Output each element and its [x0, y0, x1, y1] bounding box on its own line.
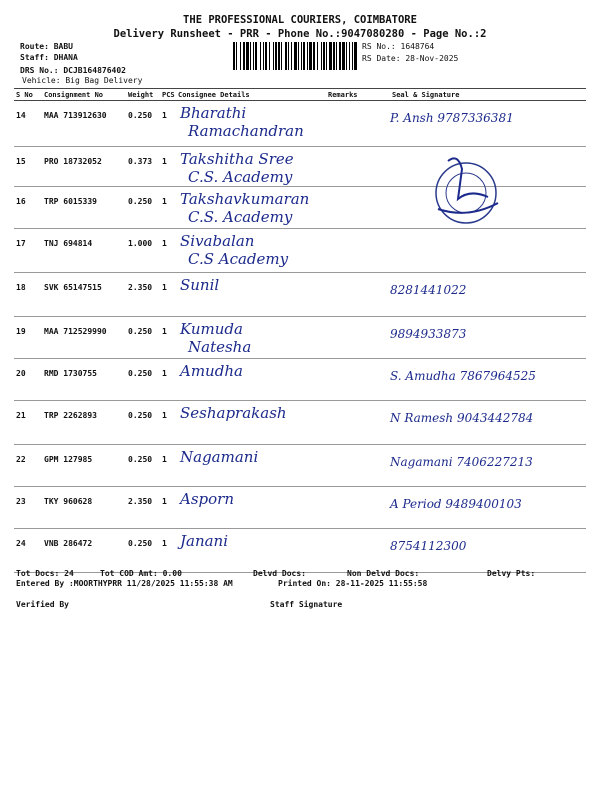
consignee-line: Amudha — [180, 362, 243, 380]
table-row — [14, 529, 586, 573]
row-weight: 1.000 — [126, 229, 160, 273]
handwritten-signature: 9894933873 — [390, 327, 467, 341]
row-consignment-no: GPM 127985 — [42, 445, 126, 487]
row-remarks — [326, 317, 368, 359]
row-consignee — [176, 445, 326, 487]
delvd-docs: Delvd Docs: — [253, 569, 306, 578]
table-row — [14, 187, 586, 229]
verified-by: Verified By — [16, 600, 69, 609]
row-pcs: 1 — [160, 487, 176, 529]
row-remarks — [326, 401, 368, 445]
row-consignee — [176, 147, 326, 187]
row-signature — [368, 147, 586, 187]
runsheet-subtitle: Delivery Runsheet - PRR - Phone No.:9047080280 - Page No.:2 — [113, 28, 487, 40]
row-remarks — [326, 273, 368, 317]
row-pcs: 1 — [160, 401, 176, 445]
row-consignment-no: SVK 65147515 — [42, 273, 126, 317]
consignee-line: Takshitha Sree — [180, 150, 294, 168]
row-signature — [368, 229, 586, 273]
row-sno: 19 — [14, 317, 42, 359]
row-weight: 0.373 — [126, 147, 160, 187]
row-remarks — [326, 101, 368, 147]
row-sno: 24 — [14, 529, 42, 573]
row-weight: 2.350 — [126, 487, 160, 529]
row-remarks — [326, 187, 368, 229]
row-consignment-no: TKY 960628 — [42, 487, 126, 529]
table-row — [14, 445, 586, 487]
barcode-image — [233, 42, 357, 70]
col-weight: Weight — [126, 89, 160, 101]
consignee-line: Asporn — [180, 490, 234, 508]
company-title: THE PROFESSIONAL COURIERS, COIMBATORE — [183, 14, 417, 26]
table-row — [14, 101, 586, 147]
table-row — [14, 487, 586, 529]
col-remarks: Remarks — [326, 89, 368, 101]
handwritten-signature: 8281441022 — [390, 283, 467, 297]
runsheet-table — [14, 88, 586, 573]
row-signature — [368, 317, 586, 359]
row-weight: 0.250 — [126, 445, 160, 487]
tot-cod-amt: Tot COD Amt: 0.00 — [100, 569, 182, 578]
table-row — [14, 229, 586, 273]
row-sno: 17 — [14, 229, 42, 273]
table-row — [14, 317, 586, 359]
row-signature — [368, 273, 586, 317]
row-consignment-no: RMD 1730755 — [42, 359, 126, 401]
row-sno: 16 — [14, 187, 42, 229]
row-pcs: 1 — [160, 317, 176, 359]
printed-on: Printed On: 28-11-2025 11:55:58 — [278, 579, 428, 588]
consignee-line: Nagamani — [180, 448, 259, 466]
row-remarks — [326, 529, 368, 573]
row-weight: 0.250 — [126, 317, 160, 359]
row-signature — [368, 101, 586, 147]
consignee-line: Janani — [180, 532, 229, 550]
row-signature — [368, 401, 586, 445]
handwritten-signature: A Period 9489400103 — [390, 497, 522, 511]
handwritten-signature: Nagamani 7406227213 — [390, 455, 533, 469]
row-pcs: 1 — [160, 273, 176, 317]
row-consignee — [176, 359, 326, 401]
row-consignee — [176, 187, 326, 229]
row-remarks — [326, 147, 368, 187]
row-signature — [368, 359, 586, 401]
row-sno: 21 — [14, 401, 42, 445]
row-pcs: 1 — [160, 445, 176, 487]
row-weight: 0.250 — [126, 101, 160, 147]
row-consignment-no: PRO 18732052 — [42, 147, 126, 187]
row-weight: 0.250 — [126, 359, 160, 401]
row-pcs: 1 — [160, 529, 176, 573]
staff-signature: Staff Signature — [270, 600, 343, 609]
row-weight: 0.250 — [126, 401, 160, 445]
route-label: Route: BABU — [20, 42, 73, 51]
row-remarks — [326, 487, 368, 529]
tot-docs: Tot Docs: 24 — [16, 569, 74, 578]
handwritten-signature: N Ramesh 9043442784 — [390, 411, 534, 425]
handwritten-signature: 8754112300 — [390, 539, 467, 553]
consignee-line: Takshavkumaran — [180, 190, 310, 208]
table-header-row — [14, 89, 586, 101]
staff-label: Staff: DHANA — [20, 53, 78, 62]
consignee-line: Kumuda — [180, 320, 243, 338]
row-consignee — [176, 401, 326, 445]
row-consignee — [176, 229, 326, 273]
non-delvd-docs: Non Delvd Docs: — [347, 569, 420, 578]
drs-number: DRS No.: DCJB164876402 — [20, 66, 126, 75]
handwritten-signature: P. Ansh 9787336381 — [390, 111, 514, 125]
row-weight: 0.250 — [126, 187, 160, 229]
row-weight: 0.250 — [126, 529, 160, 573]
row-consignee — [176, 487, 326, 529]
col-consignment: Consignment No — [42, 89, 126, 101]
row-pcs: 1 — [160, 147, 176, 187]
row-sno: 15 — [14, 147, 42, 187]
row-sno: 23 — [14, 487, 42, 529]
entered-by: Entered By :MOORTHYPRR 11/28/2025 11:55:38 AM — [16, 579, 233, 588]
delvy-pts: Delvy Pts: — [487, 569, 536, 578]
row-sno: 22 — [14, 445, 42, 487]
row-remarks — [326, 359, 368, 401]
consignee-line: Seshaprakash — [180, 404, 287, 422]
col-sno: S No — [14, 89, 42, 101]
table-row — [14, 359, 586, 401]
row-pcs: 1 — [160, 229, 176, 273]
row-consignment-no: MAA 713912630 — [42, 101, 126, 147]
consignee-line: Natesha — [188, 338, 252, 356]
row-remarks — [326, 229, 368, 273]
row-signature — [368, 445, 586, 487]
row-consignment-no: MAA 712529990 — [42, 317, 126, 359]
consignee-line: C.S. Academy — [188, 168, 293, 186]
row-sno: 18 — [14, 273, 42, 317]
col-consignee: Consignee Details — [176, 89, 326, 101]
consignee-line: Sivabalan — [180, 232, 255, 250]
row-signature — [368, 187, 586, 229]
table-row — [14, 273, 586, 317]
row-weight: 2.350 — [126, 273, 160, 317]
handwritten-signature: S. Amudha 7867964525 — [390, 369, 536, 383]
row-consignment-no: TRP 2262893 — [42, 401, 126, 445]
row-consignment-no: TNJ 694814 — [42, 229, 126, 273]
consignee-line: C.S. Academy — [188, 208, 293, 226]
col-pcs: PCS — [162, 90, 175, 99]
row-signature — [368, 487, 586, 529]
table-row — [14, 401, 586, 445]
row-signature — [368, 529, 586, 573]
vehicle-label: Vehicle: Big Bag Delivery — [22, 76, 143, 85]
row-consignment-no: TRP 6015339 — [42, 187, 126, 229]
col-signature: Seal & Signature — [368, 89, 586, 101]
row-consignment-no: VNB 286472 — [42, 529, 126, 573]
rs-number: RS No.: 1648764 — [362, 42, 435, 51]
row-consignee — [176, 529, 326, 573]
consignee-line: Sunil — [180, 276, 220, 294]
consignee-line: C.S Academy — [188, 250, 289, 268]
row-pcs: 1 — [160, 187, 176, 229]
consignee-line: Bharathi — [180, 104, 247, 122]
row-consignee — [176, 317, 326, 359]
row-consignee — [176, 101, 326, 147]
rs-date: RS Date: 28-Nov-2025 — [362, 54, 459, 63]
row-sno: 20 — [14, 359, 42, 401]
row-sno: 14 — [14, 101, 42, 147]
row-consignee — [176, 273, 326, 317]
consignee-line: Ramachandran — [188, 122, 304, 140]
row-pcs: 1 — [160, 101, 176, 147]
row-remarks — [326, 445, 368, 487]
table-row — [14, 147, 586, 187]
row-pcs: 1 — [160, 359, 176, 401]
